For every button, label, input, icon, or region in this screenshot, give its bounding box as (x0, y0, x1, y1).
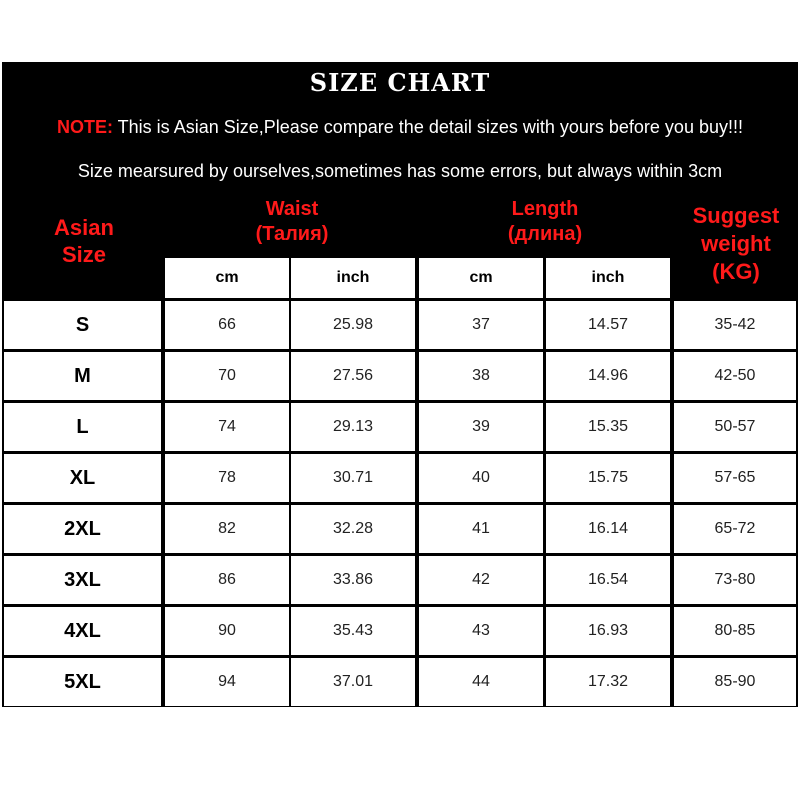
waist-cm-cell: 94 (165, 658, 289, 706)
waist-inch-cell: 35.43 (291, 607, 415, 655)
header-weight-line3: (KG) (712, 259, 760, 284)
header-asian-size (22, 214, 146, 268)
waist-cm-cell: 86 (165, 556, 289, 604)
length-cm-cell: 44 (419, 658, 543, 706)
length-cm-cell: 38 (419, 352, 543, 400)
length-inch-cell: 17.32 (546, 658, 670, 706)
length-inch-cell: 14.57 (546, 301, 670, 349)
length-inch-cell: 16.14 (546, 505, 670, 553)
weight-cell: 85-90 (674, 658, 796, 706)
waist-cm-cell: 70 (165, 352, 289, 400)
length-cm-cell: 39 (419, 403, 543, 451)
length-inch-cell: 15.35 (546, 403, 670, 451)
weight-cell: 80-85 (674, 607, 796, 655)
length-cm-cell: 42 (419, 556, 543, 604)
size-cell: XL (4, 454, 161, 502)
note-line (2, 117, 798, 138)
header-waist-line1: Waist (265, 198, 319, 220)
waist-inch-cell: 29.13 (291, 403, 415, 451)
header-length (420, 197, 670, 247)
waist-inch-cell: 27.56 (291, 352, 415, 400)
header-length-line2: (длина) (507, 223, 583, 245)
weight-cell: 65-72 (674, 505, 796, 553)
waist-inch-cell: 33.86 (291, 556, 415, 604)
unit-length-cm: cm (419, 258, 543, 298)
header-suggest-weight (674, 202, 798, 286)
note-text: This is Asian Size,Please compare the detail sizes with yours before you buy!!! (113, 117, 743, 137)
size-cell: S (4, 301, 161, 349)
weight-cell: 57-65 (674, 454, 796, 502)
waist-cm-cell: 74 (165, 403, 289, 451)
size-cell: L (4, 403, 161, 451)
size-chart (2, 62, 798, 707)
unit-length-inch: inch (546, 258, 670, 298)
disclaimer: Size mearsured by ourselves,sometimes has some errors, but always within 3cm (77, 161, 723, 181)
size-cell: M (4, 352, 161, 400)
header-waist (167, 197, 417, 247)
waist-inch-cell: 25.98 (291, 301, 415, 349)
length-inch-cell: 16.93 (546, 607, 670, 655)
chart-title: SIZE CHART (309, 68, 491, 97)
length-inch-cell: 14.96 (546, 352, 670, 400)
note-label: NOTE: (57, 117, 113, 137)
waist-cm-cell: 90 (165, 607, 289, 655)
weight-cell: 73-80 (674, 556, 796, 604)
waist-inch-cell: 30.71 (291, 454, 415, 502)
waist-cm-cell: 82 (165, 505, 289, 553)
weight-cell: 50-57 (674, 403, 796, 451)
waist-inch-cell: 37.01 (291, 658, 415, 706)
length-inch-cell: 16.54 (546, 556, 670, 604)
length-inch-cell: 15.75 (546, 454, 670, 502)
unit-waist-cm: cm (165, 258, 289, 298)
header-size-line2: Size (61, 242, 107, 267)
weight-cell: 42-50 (674, 352, 796, 400)
weight-cell: 35-42 (674, 301, 796, 349)
waist-cm-cell: 78 (165, 454, 289, 502)
length-cm-cell: 37 (419, 301, 543, 349)
length-cm-cell: 43 (419, 607, 543, 655)
size-cell: 2XL (4, 505, 161, 553)
size-cell: 3XL (4, 556, 161, 604)
header-size-line1: Asian (54, 215, 114, 240)
waist-inch-cell: 32.28 (291, 505, 415, 553)
header-weight-line2: weight (701, 231, 771, 256)
header-waist-line2: (Талия) (255, 223, 329, 245)
length-cm-cell: 40 (419, 454, 543, 502)
size-cell: 4XL (4, 607, 161, 655)
waist-cm-cell: 66 (165, 301, 289, 349)
size-cell: 5XL (4, 658, 161, 706)
unit-waist-inch: inch (291, 258, 415, 298)
header-weight-line1: Suggest (692, 203, 780, 228)
length-cm-cell: 41 (419, 505, 543, 553)
header-length-line1: Length (511, 198, 579, 220)
